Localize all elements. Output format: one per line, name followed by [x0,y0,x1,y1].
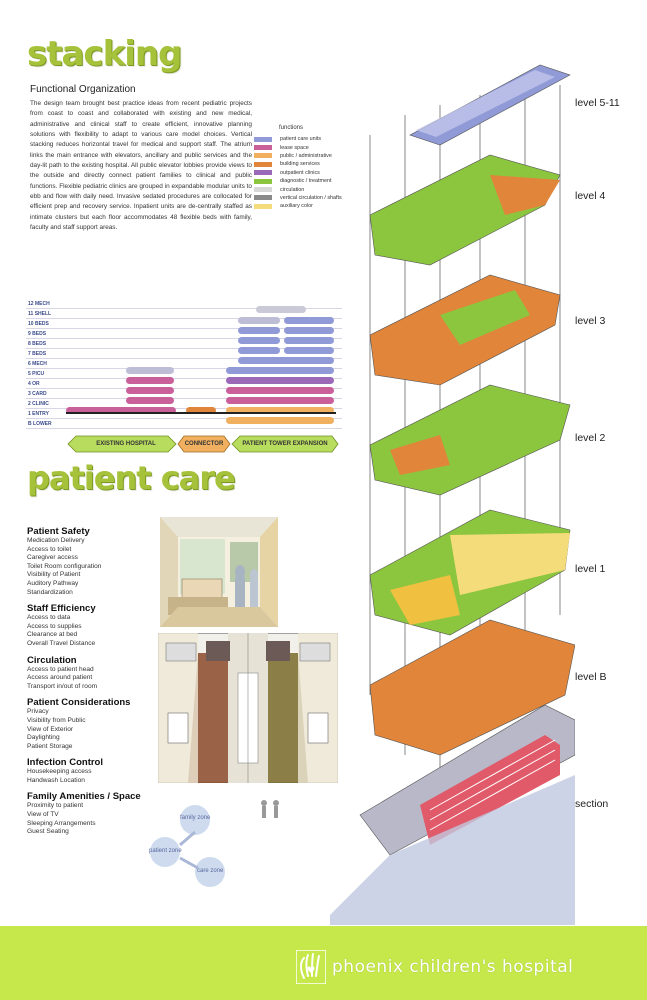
stack-level-label [28,411,49,417]
stack-level-number: 8 [28,341,31,347]
stack-level-name: LOWER [33,421,52,427]
stack-bar [226,377,334,384]
patient-care-heading: Patient Safety [27,526,90,537]
stack-bar [238,317,280,324]
family-zone-label: family zone [180,815,211,821]
care-zone-label: care zone [197,868,224,874]
stack-level-number: 9 [28,331,31,337]
stack-bar [238,337,280,344]
patient-care-item: Clearance at bed [27,631,78,639]
patient-care-item: Daylighting [27,734,60,742]
patient-care-item: Standardization [27,588,73,596]
legend-label: patient care units [280,136,322,143]
patient-care-item: Caregiver access [27,554,78,562]
stack-level-name: BEDS [32,351,47,357]
stack-level-name: SHELL [34,311,52,317]
stack-bar [226,387,334,394]
stack-level-label [28,351,46,357]
phoenix-childrens-logo [296,950,573,984]
stack-bar [226,367,334,374]
level-label: section [575,798,609,810]
stack-level-label [28,311,51,317]
stack-level-number: 7 [28,351,31,357]
legend-label: outpatient clinics [280,169,320,176]
stack-bar [284,337,334,344]
existing-hospital-label: EXISTING HOSPITAL [96,440,156,447]
patient-care-item: Access to supplies [27,622,82,630]
patient-room-plan [158,633,338,783]
grade-line [66,412,336,414]
stack-bar [226,417,334,424]
stack-level-number: 6 [28,361,31,367]
patient-care-item: Access to data [27,614,71,622]
stack-level-name: BEDS [32,341,47,347]
stack-level-label [28,381,40,387]
stack-bar [284,327,334,334]
connector-label: CONNECTOR [184,440,224,447]
stack-bar [126,367,174,374]
stack-bar [238,327,280,334]
stack-level-label [28,391,47,397]
patient-zone-label: patient zone [149,848,182,854]
legend-label: public / administrative [280,152,332,159]
stack-bar [126,397,174,404]
stack-level-label [28,401,49,407]
patient-care-title: patient care [27,459,235,497]
legend-label: diagnostic / treatment [280,178,332,185]
stack-level-number: 2 [28,401,31,407]
legend-label: circulation [280,186,305,193]
stack-row-line [26,428,342,429]
stack-level-number: 10 [28,321,34,327]
stack-level-number: B [28,421,32,427]
legend-swatch [254,187,272,192]
stack-level-name: BEDS [32,331,47,337]
level-label: level 3 [575,315,606,327]
stack-bar [256,306,306,313]
logo-text: phoenix children's hospital [332,957,574,977]
legend-swatch [254,170,272,175]
legend-label: lease space [280,144,309,151]
stack-bar [238,347,280,354]
patient-care-item: Privacy [27,708,49,716]
legend-label: vertical circulation / shafts [280,194,342,201]
stack-level-number: 11 [28,311,34,317]
stack-level-label [28,421,52,427]
level-label: level 1 [575,563,606,575]
patient-care-item: Auditory Pathway [27,579,79,587]
stack-level-name: ENTRY [32,411,49,417]
patient-care-item: Patient Storage [27,742,73,750]
level-label: level 5-11 [575,97,620,109]
stack-bar [238,357,334,364]
legend-swatch [254,162,272,167]
patient-care-item: Access to toilet [27,545,72,553]
patient-care-item: View of TV [27,811,59,819]
stack-level-label [28,321,49,327]
patient-care-item: Visibility from Public [27,716,86,724]
patient-care-item: Toilet Room configuration [27,562,102,570]
patient-care-item: Proximity to patient [27,802,84,810]
patient-care-list [27,520,167,837]
stacking-title: stacking [27,34,182,74]
legend-swatch [254,137,272,142]
legend-label: auxiliary color [280,203,313,210]
patient-care-item: Access around patient [27,674,93,682]
stack-level-name: BEDS [34,321,49,327]
legend-swatch [254,145,272,150]
stack-level-name: MECH [32,361,47,367]
legend-swatch [254,195,272,200]
patient-care-item: Handwash Location [27,776,85,784]
stack-level-label [28,371,44,377]
patient-tower-expansion-label: PATIENT TOWER EXPANSION [242,440,328,447]
stack-bar [126,377,174,384]
stack-level-name: MECH [34,301,50,307]
legend-label: building services [280,161,320,168]
stack-level-number: 4 [28,381,31,387]
legend-swatch [254,153,272,158]
patient-care-item: Sleeping Arrangements [27,819,96,827]
patient-care-heading: Circulation [27,654,77,666]
patient-care-item: View of Exterior [27,725,74,733]
patient-care-item: Overall Travel Distance [27,639,96,647]
legend-swatch [254,204,272,209]
stack-level-name: OR [32,381,40,387]
functional-organization-heading: Functional Organization [30,84,136,95]
zone-diagram [140,800,240,890]
patient-room-rendering [160,517,278,627]
stack-level-name: PICU [32,371,45,377]
patient-care-heading: Family Amenities / Space [27,791,141,803]
functional-organization-body: The design team brought best practice ideas from recent pediatric projects from coast to coast and collaborated with existing and new medical, administrative and clinical staff to create efficient, innovative planning solutions with flexibility to adapt to various care model choices. Vertical stacking reduces horizontal travel for medical and support staff. The atrium links the main entrance with elevators, ancillary and public services and the day-lit path to the existing hospital. All public elevator lobbies provide views to the outside and directly connect patient families to clinical and public functions. Flexible pediatric clinics are grouped in expandable modular units to ebb and flow with daily need. Invasive sedated procedures are collocated for efficient prep and recovery service. Inpatient units are de-centrally staffed as intimate clusters but each floor accommodates 48 flexible beds with family, faculty and staff support areas. [30,100,252,232]
level-label: level B [575,671,607,683]
patient-care-item: Access to patient head [27,665,94,673]
stack-level-number: 5 [28,371,31,377]
stack-bar [284,347,334,354]
patient-care-item: Guest Seating [27,828,69,836]
legend-swatch [254,179,272,184]
stack-level-number: 3 [28,391,31,397]
stack-level-name: CARD [32,391,47,397]
level-label: level 4 [575,190,606,202]
legend-title: functions [279,125,304,131]
patient-care-item: Housekeeping access [27,768,92,776]
patient-care-heading: Staff Efficiency [27,603,96,615]
stack-bar [226,397,334,404]
level-label: level 2 [575,432,606,444]
stack-level-number: 1 [28,411,31,417]
patient-care-item: Visibility of Patient [27,571,81,579]
stack-level-label [28,361,47,367]
patient-care-heading: Patient Considerations [27,697,131,709]
stack-level-label [28,341,46,347]
stack-level-number: 12 [28,301,34,307]
stack-bar [126,387,174,394]
stack-level-label [28,331,46,337]
patient-care-item: Medication Delivery [27,537,85,544]
patient-care-item: Transport in/out of room [27,682,98,690]
stack-level-name: CLINIC [32,401,49,407]
patient-care-heading: Infection Control [27,757,103,769]
stack-bar [284,317,334,324]
stack-level-label [28,301,50,307]
staff-figures-icon [258,798,288,820]
stacked-floor-plates [330,55,575,925]
hand-heart-logo-icon [296,950,326,984]
